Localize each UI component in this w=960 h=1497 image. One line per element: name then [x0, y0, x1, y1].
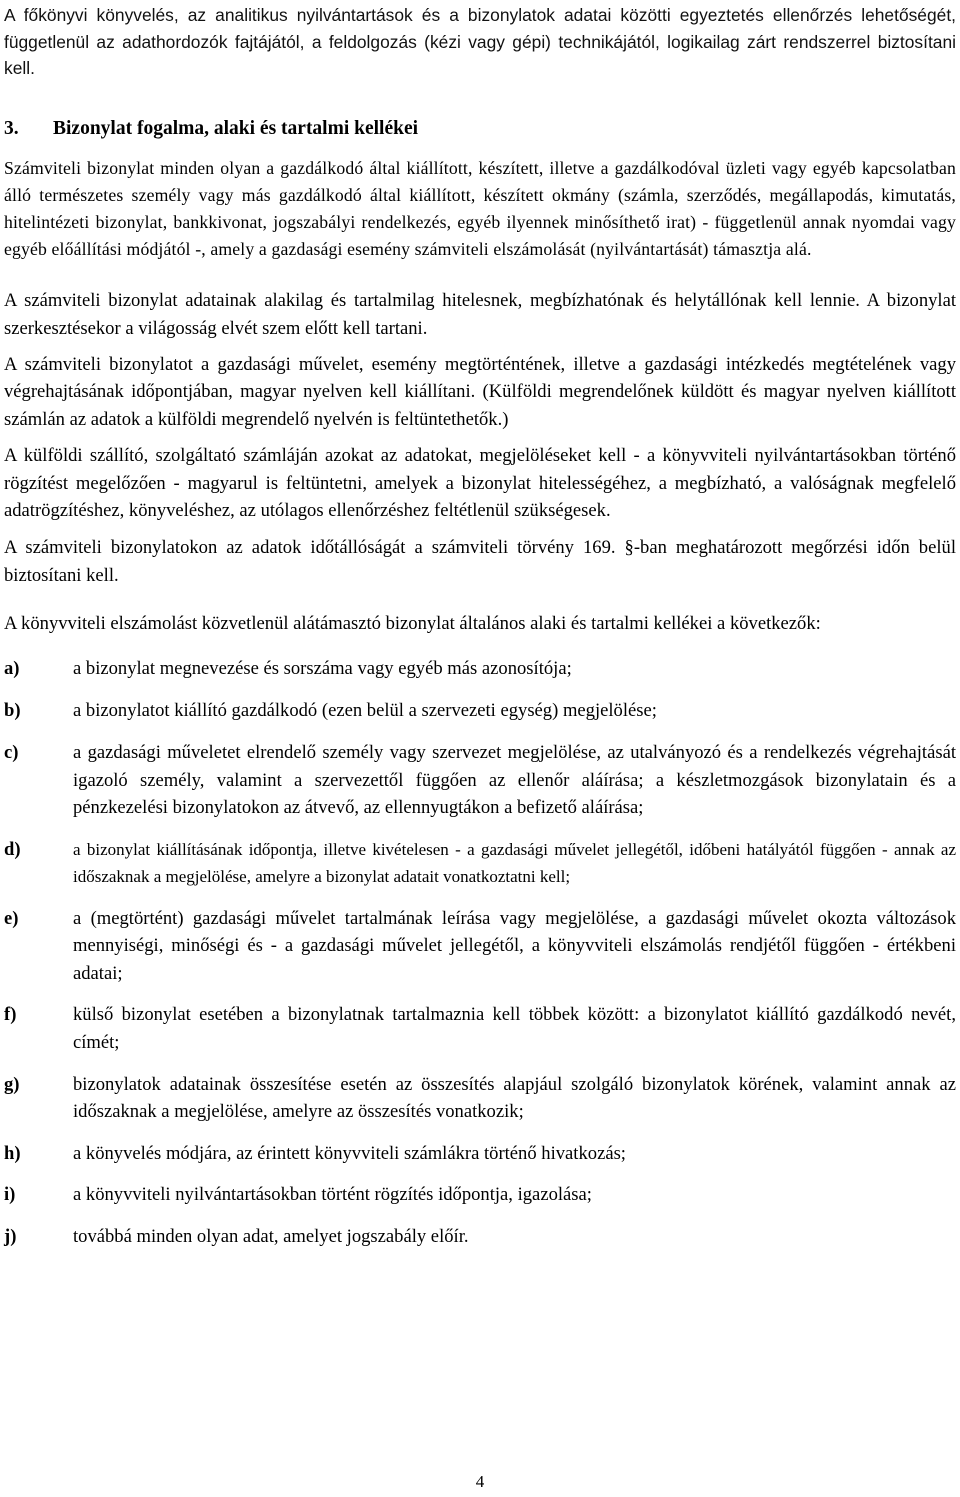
- list-item-label: b): [4, 700, 21, 722]
- document-page: [4, 0, 956, 1251]
- list-item: [4, 1223, 956, 1251]
- list-item: [4, 1071, 956, 1126]
- list-item-text: a (megtörtént) gazdasági művelet tartalmának leírása vagy megjelölése, a gazdasági művelet okozta változások mennyiségi, minőségi és - a gazdasági művelet jellegétől, a könyvviteli elszámolás rendjétől függően - értékbeni adatai;: [73, 907, 956, 984]
- list-item-label: f): [4, 1004, 17, 1026]
- list-item: [4, 1001, 956, 1056]
- paragraph-issuance: A számviteli bizonylatot a gazdasági művelet, esemény megtörténtének, illetve a gazdasági intézkedés megtételének vagy végrehajtásának időpontjában, magyar nyelven kell kiállítani. (Külföldi megrendelőnek küldött és magyar nyelven kiállított számlán az adatok a külföldi megrendelő nyelvén is feltüntethetők.): [4, 353, 956, 430]
- list-item-label: d): [4, 838, 21, 860]
- list-item-label: j): [4, 1225, 17, 1247]
- requirements-list: [4, 655, 956, 1251]
- list-item-text: a bizonylat kiállításának időpontja, illetve kivételesen - a gazdasági művelet jellegétől, időbeni hatályától függően - annak az időszaknak a megjelölése, amelyre a bizonylat adatait vonatkoztatni kell;: [73, 839, 956, 887]
- list-item-text: a könyvviteli nyilvántartásokban történt rögzítés időpontja, igazolása;: [73, 1184, 592, 1206]
- list-item-text: továbbá minden olyan adat, amelyet jogszabály előír.: [73, 1225, 469, 1247]
- list-item-text: a bizonylatot kiállító gazdálkodó (ezen belül a szervezeti egység) megjelölése;: [73, 700, 657, 722]
- list-item-label: i): [4, 1184, 16, 1206]
- list-item-label: a): [4, 657, 20, 679]
- list-item: [4, 655, 956, 683]
- list-item-label: e): [4, 907, 19, 929]
- list-item-text: a gazdasági műveletet elrendelő személy vagy szervezet megjelölése, az utalványozó és a rendelkezés végrehajtását igazoló személy, valamint a szervezettől függően az ellenőr aláírása; a készletmozgások bizonylatain és a pénzkezelési bizonylatokon az átvevő, az ellennyugtákon a befizető aláírása;: [73, 742, 956, 819]
- list-item-label: h): [4, 1142, 21, 1164]
- section-number: 3.: [4, 117, 19, 139]
- paragraph-authenticity: A számviteli bizonylat adatainak alakilag és tartalmilag hitelesnek, megbízhatónak és helytállónak kell lennie. A bizonylat szerkesztésekor a világosság elvét szem előtt kell tartani.: [4, 290, 956, 339]
- list-item: [4, 1181, 956, 1209]
- list-item: [4, 905, 956, 988]
- list-item: [4, 697, 956, 725]
- definition-paragraph: Számviteli bizonylat minden olyan a gazdálkodó által kiállított, készített, illetve a gazdálkodóval üzleti vagy egyéb kapcsolatban álló természetes személy vagy más gazdálkodó által kiállított, készített okmány (számla, szerződés, megállapodás, kimutatás, hitelintézeti bizonylat, bankkivonat, jogszabályi rendelkezés, egyéb ilyennek minősíthető irat) - függetlenül annak nyomdai vagy egyéb előállítási módjától -, amely a gazdasági esemény számviteli elszámolását (nyilvántartását) támasztja alá.: [4, 157, 956, 260]
- list-item-text: a bizonylat megnevezése és sorszáma vagy egyéb más azonosítója;: [73, 657, 572, 679]
- list-item: [4, 739, 956, 822]
- paragraph-requirements-intro: A könyvviteli elszámolást közvetlenül alátámasztó bizonylat általános alaki és tartalmi kellékei a következők:: [4, 613, 821, 635]
- paragraph-foreign-supplier: A külföldi szállító, szolgáltató számláján azokat az adatokat, megjelöléseket kell - a könyvviteli nyilvántartásokban történő rögzítést megelőzően - magyarul is feltüntetni, amelyek a bizonylat hitelességéhez, a megbízható, a valóságnak megfelelő adatrögzítéshez, könyveléshez, az utólagos ellenőrzéshez feltétlenül szükségesek.: [4, 445, 956, 522]
- list-item-text: bizonylatok adatainak összesítése esetén az összesítés alapjául szolgáló bizonylatok körének, valamint annak az időszaknak a megjelölése, amelyre az összesítés vonatkozik;: [73, 1073, 956, 1123]
- list-item-label: g): [4, 1073, 20, 1095]
- list-item-label: c): [4, 742, 19, 764]
- intro-paragraph: A főkönyvi könyvelés, az analitikus nyilvántartások és a bizonylatok adatai közötti egyeztetés ellenőrzés lehetőségét, függetlenül az adathordozók fajtájától, a feldolgozás (kézi vagy gépi) technikájától, logikailag zárt rendszerrel biztosítani kell.: [4, 5, 956, 78]
- paragraph-durability: A számviteli bizonylatokon az adatok időtállóságát a számviteli törvény 169. §-ban meghatározott megőrzési időn belül biztosítani kell.: [4, 537, 956, 586]
- list-item-text: a könyvelés módjára, az érintett könyvviteli számlákra történő hivatkozás;: [73, 1142, 626, 1164]
- list-item-text: külső bizonylat esetében a bizonylatnak tartalmaznia kell többek között: a bizonylatot kiállító gazdálkodó nevét, címét;: [73, 1004, 956, 1053]
- section-heading: [4, 115, 956, 143]
- list-item: [4, 836, 956, 891]
- page-number: 4: [475, 1472, 485, 1491]
- list-item: [4, 1140, 956, 1168]
- section-title: Bizonylat fogalma, alaki és tartalmi kellékei: [53, 117, 419, 139]
